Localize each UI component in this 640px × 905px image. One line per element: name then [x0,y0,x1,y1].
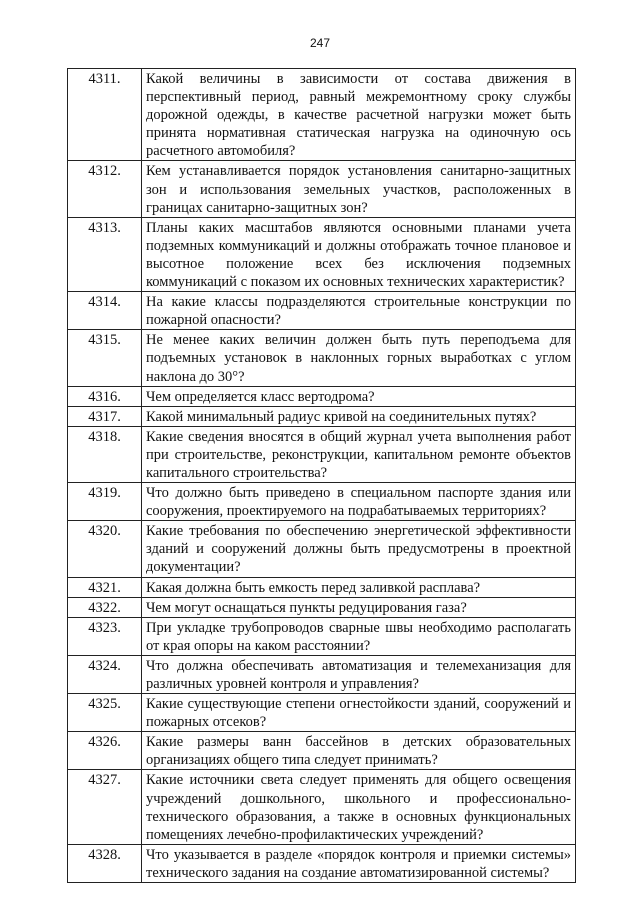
table-row [68,426,576,482]
question-number: 4318. [68,426,142,482]
question-text: На какие классы подразделяются строительные конструкции по пожарной опасности? [142,292,576,330]
table-row [68,161,576,217]
question-text: Кем устанавливается порядок установления санитарно-защитных зон и использования земельных участков, расположенных в границах санитарно-защитных зон? [142,161,576,217]
question-number: 4316. [68,386,142,406]
question-number: 4323. [68,617,142,655]
question-text: Не менее каких величин должен быть путь переподъема для подъемных установок в наклонных горных выработках с углом наклона до 30°? [142,330,576,386]
question-text: Что должно быть приведено в специальном паспорте здания или сооружения, проектируемого на подрабатываемых территориях? [142,483,576,521]
question-text: Какая должна быть емкость перед заливкой расплава? [142,577,576,597]
question-number: 4328. [68,844,142,882]
table-row [68,655,576,693]
table-row [68,330,576,386]
question-number: 4322. [68,597,142,617]
table-row [68,732,576,770]
question-text: Какие размеры ванн бассейнов в детских образовательных организациях общего типа следует принимать? [142,732,576,770]
question-number: 4326. [68,732,142,770]
question-number: 4312. [68,161,142,217]
question-number: 4327. [68,770,142,844]
question-text: Какие существующие степени огнестойкости зданий, сооружений и пожарных отсеков? [142,694,576,732]
table-row [68,386,576,406]
question-text: Какие требования по обеспечению энергетической эффективности зданий и сооружений должны быть предусмотрены в проектной документации? [142,521,576,577]
question-number: 4321. [68,577,142,597]
question-number: 4317. [68,406,142,426]
table-row [68,844,576,882]
question-number: 4314. [68,292,142,330]
question-text: Какой минимальный радиус кривой на соединительных путях? [142,406,576,426]
table-row [68,770,576,844]
question-text: Планы каких масштабов являются основными планами учета подземных коммуникаций и должны отображать точное плановое и высотное положение всех без исключения подземных коммуникаций с показом их основных технических характеристик? [142,217,576,291]
question-text: Какие источники света следует применять для общего освещения учреждений дошкольного, школьного и профессионально-технического образования, а также в основных функциональных помещениях лечебно-профилактических учреждений? [142,770,576,844]
table-row [68,521,576,577]
question-text: Чем могут оснащаться пункты редуцирования газа? [142,597,576,617]
question-number: 4311. [68,69,142,161]
question-text: Какие сведения вносятся в общий журнал учета выполнения работ при строительстве, реконструкции, капитальном ремонте объектов капитального строительства? [142,426,576,482]
table-row [68,577,576,597]
table-row [68,597,576,617]
table-row [68,483,576,521]
table-row [68,617,576,655]
question-text: Чем определяется класс вертодрома? [142,386,576,406]
question-text: Что указывается в разделе «порядок контроля и приемки системы» технического задания на создание автоматизированной системы? [142,844,576,882]
table-row [68,69,576,161]
question-number: 4315. [68,330,142,386]
question-text: Какой величины в зависимости от состава движения в перспективный период, равный межремонтному сроку службы дорожной одежды, в качестве расчетной нагрузки может быть принята нормативная статическая нагрузка на одиночную ось расчетного автомобиля? [142,69,576,161]
page-number: 247 [309,36,331,50]
questions-table [67,68,576,883]
question-text: Что должна обеспечивать автоматизация и телемеханизация для различных уровней контроля и управления? [142,655,576,693]
table-row [68,217,576,291]
question-number: 4313. [68,217,142,291]
question-number: 4325. [68,694,142,732]
table-row [68,292,576,330]
question-number: 4320. [68,521,142,577]
question-text: При укладке трубопроводов сварные швы необходимо располагать от края опоры на каком расстоянии? [142,617,576,655]
table-row [68,694,576,732]
table-row [68,406,576,426]
question-number: 4324. [68,655,142,693]
question-number: 4319. [68,483,142,521]
